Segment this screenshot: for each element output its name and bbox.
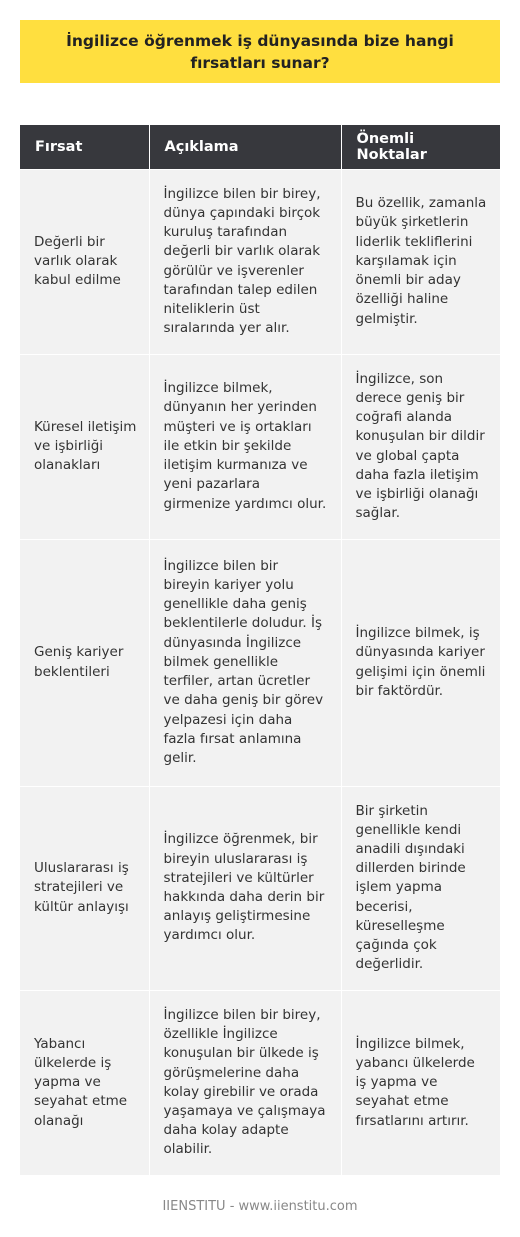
opportunities-table [20,125,500,1175]
table-row [20,990,500,1175]
cell-key-points: Bir şirketin genellikle kendi anadili dışındaki dillerden birinde işlem yapma becerisi, küreselleşme çağında çok değerlidir. [341,786,500,990]
table-row [20,169,500,354]
column-header-description: Açıklama [149,125,341,169]
cell-description: İngilizce bilmek, dünyanın her yerinden müşteri ve iş ortakları ile etkin bir şekilde iletişim kurmanıza ve yeni pazarlara girmenize yardımcı olur. [149,354,341,539]
cell-key-points: İngilizce bilmek, yabancı ülkelerde iş yapma ve seyahat etme fırsatlarını artırır. [341,990,500,1175]
column-header-opportunity: Fırsat [20,125,149,169]
page-title: İngilizce öğrenmek iş dünyasında bize hangi fırsatları sunar? [66,31,454,72]
cell-key-points: İngilizce, son derece geniş bir coğrafi alanda konuşulan bir dildir ve global çapta daha fazla iletişim ve işbirliği olanağı sağlar. [341,354,500,539]
page-title-banner [20,20,500,83]
cell-opportunity: Geniş kariyer beklentileri [20,539,149,786]
table-row [20,354,500,539]
table-row [20,539,500,786]
cell-description: İngilizce bilen bir birey, dünya çapındaki birçok kuruluş tarafından değerli bir varlık olarak görülür ve işverenler tarafından talep edilen niteliklerin üst sıralarında yer alır. [149,169,341,354]
cell-description: İngilizce bilen bir bireyin kariyer yolu genellikle daha geniş beklentilerle doludur. İş dünyasında İngilizce bilmek genellikle terfiler, artan ücretler ve daha geniş bir görev yelpazesi için daha fazla fırsat anlamına gelir. [149,539,341,786]
cell-opportunity: Uluslararası iş stratejileri ve kültür anlayışı [20,786,149,990]
footer-credit: IIENSTITU - www.iienstitu.com [162,1199,358,1214]
column-header-key-points: Önemli Noktalar [341,125,500,169]
table-row [20,786,500,990]
cell-key-points: İngilizce bilmek, iş dünyasında kariyer gelişimi için önemli bir faktördür. [341,539,500,786]
cell-key-points: Bu özellik, zamanla büyük şirketlerin liderlik tekliflerini karşılamak için önemli bir aday özelliği haline gelmiştir. [341,169,500,354]
cell-description: İngilizce bilen bir birey, özellikle İngilizce konuşulan bir ülkede iş görüşmelerine daha kolay girebilir ve orada yaşamaya ve çalışmaya daha kolay adapte olabilir. [149,990,341,1175]
cell-opportunity: Değerli bir varlık olarak kabul edilme [20,169,149,354]
table-header-row [20,125,500,169]
cell-description: İngilizce öğrenmek, bir bireyin uluslararası iş stratejileri ve kültürler hakkında daha derin bir anlayış geliştirmesine yardımcı olur. [149,786,341,990]
cell-opportunity: Yabancı ülkelerde iş yapma ve seyahat etme olanağı [20,990,149,1175]
cell-opportunity: Küresel iletişim ve işbirliği olanakları [20,354,149,539]
